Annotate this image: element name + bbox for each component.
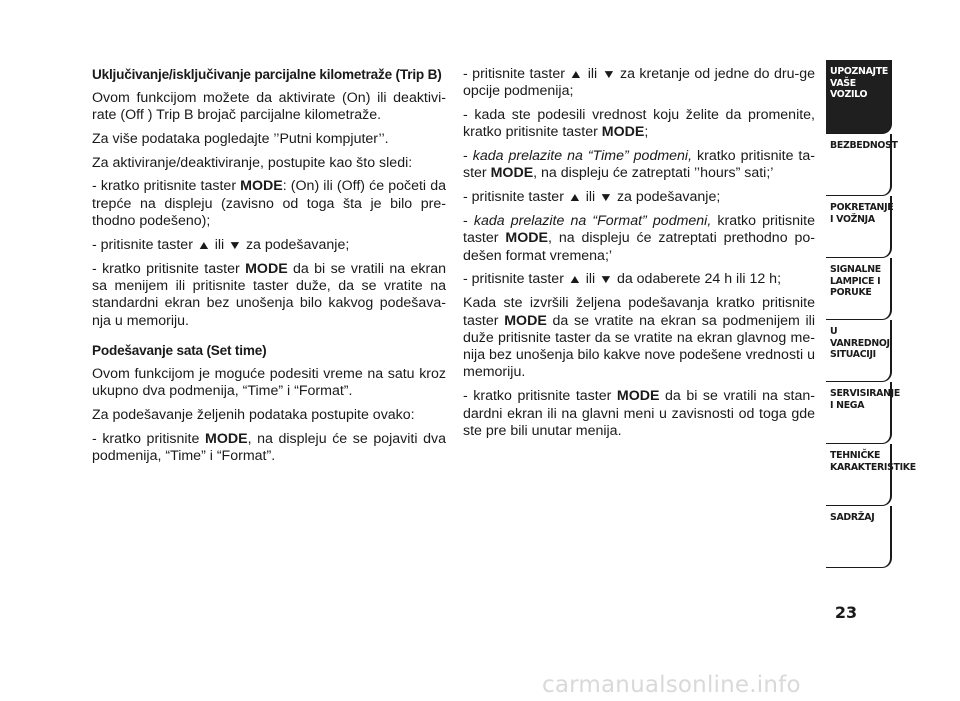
arrow-down-icon: ▼ — [598, 272, 614, 287]
tab-sadrzaj[interactable] — [826, 506, 892, 568]
italic-text: kada prelazite na “Format” podmeni, — [473, 213, 712, 230]
text: da bi se vratili na stan-dardni ekran ili na glavni meni u zavisnosti od toga gde ste pre bili unutar menija. — [463, 388, 815, 439]
text: - kratko pritisnite taster — [92, 260, 246, 277]
paragraph — [463, 295, 815, 381]
watermark: carmanualsonline.info — [542, 672, 801, 698]
tab-label: SERVISIRANJE I NEGA — [830, 388, 900, 411]
arrow-down-icon: ▼ — [598, 190, 614, 205]
paragraph: Ovom funkcijom je moguće podesiti vreme na satu kroz ukupno dva podmenija, “Time” i “Format”. — [92, 365, 446, 399]
mode-keyword: MODE — [205, 430, 248, 447]
mode-keyword: MODE — [601, 124, 645, 141]
paragraph — [463, 107, 815, 142]
arrow-up-icon: ▲ — [567, 272, 582, 287]
page-number: 23 — [834, 603, 858, 622]
arrow-down-icon: ▼ — [227, 237, 243, 252]
tab-u-vanrednoj-situaciji[interactable] — [826, 320, 892, 382]
chapter-tabs — [826, 60, 916, 568]
tab-label: UPOZNAJTE VAŠE VOZILO — [830, 66, 888, 100]
left-column — [92, 66, 446, 472]
section-heading-trip-b: Uključivanje/isključivanje parcijalne kilometraže (Trip B) — [92, 67, 442, 82]
paragraph — [463, 213, 815, 265]
paragraph — [463, 388, 815, 440]
mode-keyword: MODE — [504, 312, 547, 329]
paragraph — [92, 431, 446, 466]
paragraph — [92, 178, 446, 230]
text: - kratko pritisnite taster — [92, 178, 241, 195]
paragraph — [92, 237, 446, 254]
tab-servisiranje-i-nega[interactable] — [826, 382, 900, 444]
text: za kretanje od jedne do dru-ge opcije podmenija; — [463, 66, 815, 100]
mode-keyword: MODE — [616, 388, 660, 405]
text: - — [463, 148, 473, 165]
paragraph: Za podešavanje željenih podataka postupite ovako: — [92, 406, 415, 423]
section-heading-set-time: Podešavanje sata (Set time) — [92, 342, 267, 358]
arrow-up-icon: ▲ — [569, 67, 584, 81]
text: - pritisnite taster — [463, 189, 568, 206]
text: Kada ste izvršili željena podešavanja kratko pritisnite taster — [463, 295, 815, 329]
tab-label: SADRŽAJ — [830, 512, 875, 523]
mode-keyword: MODE — [490, 165, 534, 182]
paragraph — [463, 189, 815, 206]
mode-keyword: MODE — [505, 230, 548, 247]
text: - pritisnite taster — [463, 271, 568, 288]
text: da bi se vratili na ekran sa menijem ili pritisnite taster duže, da se vratite na standardni ekran bez unošenja bilo kakvog podešava-nja u memoriju. — [92, 260, 446, 329]
tab-label: U VANREDNOJ SITUACIJI — [830, 326, 890, 360]
tab-label: POKRETANJE I VOŽNJA — [830, 202, 894, 225]
text: da se vratite na ekran sa podmenijem ili duže pritisnite taster da se vratite na ekran glavnog me-nija bez unošenja bilo kakve nove podešene vrednosti u memoriju. — [463, 312, 815, 381]
text: ili — [210, 236, 229, 253]
text: da odaberete 24 h ili 12 h; — [613, 271, 782, 288]
paragraph: Ovom funkcijom možete da aktivirate (On) ili deaktivi-rate (Off ) Trip B brojač parcijalne kilometraže. — [92, 89, 446, 124]
paragraph — [92, 261, 446, 330]
paragraph: Za aktiviranje/deaktiviranje, postupite kao što sledi: — [92, 154, 413, 171]
text: kratko pritisnite taster — [463, 213, 815, 247]
text: - pritisnite taster — [92, 236, 197, 253]
paragraph — [463, 66, 815, 101]
text: - kada ste podesili vrednost koju želite da promenite, kratko pritisnite taster — [463, 107, 815, 141]
text: - — [463, 213, 474, 230]
mode-keyword: MODE — [240, 178, 283, 195]
tab-upoznajte-vase-vozilo[interactable] — [826, 60, 892, 134]
right-column — [463, 66, 815, 447]
tab-signalne-lampice[interactable] — [826, 258, 892, 320]
arrow-up-icon: ▲ — [567, 190, 582, 205]
text: ili — [581, 189, 600, 206]
tab-label: SIGNALNE LAMPICE I PORUKE — [830, 264, 881, 298]
text: - pritisnite taster — [463, 66, 570, 82]
text: za podešavanje; — [242, 236, 350, 253]
text: - kratko pritisnite taster — [463, 388, 617, 405]
tab-label: TEHNIČKE KARAKTERISTIKE — [830, 450, 916, 473]
mode-keyword: MODE — [245, 260, 288, 277]
paragraph — [463, 271, 815, 288]
text: kratko pritisnite ta-ster — [463, 148, 815, 182]
text: , na displeju će zatreptati prethodno po-dešen format vremena;’ — [463, 230, 815, 264]
tab-pokretanje-i-voznja[interactable] — [826, 196, 892, 258]
text: , na displeju će zatreptati ’’hours” sati;’ — [533, 165, 774, 182]
arrow-up-icon: ▲ — [196, 237, 211, 252]
text: ili — [581, 271, 600, 288]
text: - kratko pritisnite — [92, 430, 205, 447]
italic-text: kada prelazite na “Time” podmeni, — [472, 148, 693, 165]
tab-label: BEZBEDNOST — [830, 140, 898, 151]
paragraph — [463, 148, 815, 183]
text: ili — [583, 66, 602, 82]
tab-bezbednost[interactable] — [826, 134, 898, 196]
text: za podešavanje; — [613, 189, 721, 206]
arrow-down-icon: ▼ — [601, 67, 616, 81]
paragraph: Za više podataka pogledajte ’’Putni kompjuter’’. — [92, 130, 389, 147]
text: , na displeju će se pojaviti dva podmenija, “Time” i “Format”. — [92, 430, 447, 464]
text: ; — [644, 124, 649, 141]
tab-tehnicke-karakteristike[interactable] — [826, 444, 916, 506]
text: : (On) ili (Off) će početi da trepće na displeju (zavisno od toga šta je bilo pre-thodno podešeno); — [92, 178, 446, 230]
